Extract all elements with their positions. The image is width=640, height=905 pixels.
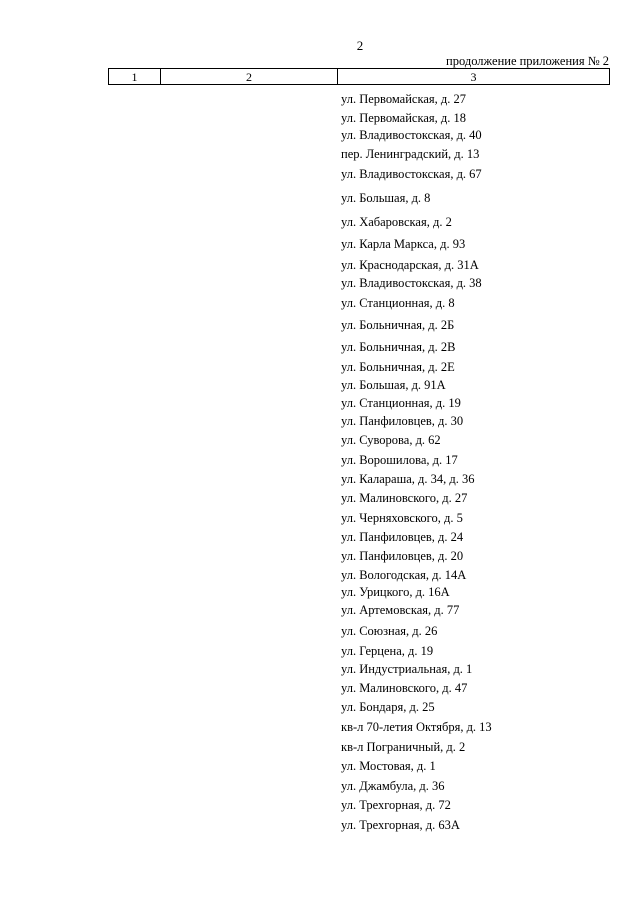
address-item: ул. Карла Маркса, д. 93 [341,237,466,251]
address-item: ул. Черняховского, д. 5 [341,511,463,525]
address-item: ул. Трехгорная, д. 63А [341,818,460,832]
address-item: ул. Владивостокская, д. 38 [341,276,482,290]
column-header-table [108,68,610,85]
column-header-row [109,69,610,85]
address-item: ул. Вологодская, д. 14А [341,568,467,582]
address-item: ул. Владивостокская, д. 40 [341,128,482,142]
address-item: ул. Урицкого, д. 16А [341,585,450,599]
address-item: ул. Артемовская, д. 77 [341,603,460,617]
address-item: ул. Владивостокская, д. 67 [341,167,482,181]
address-item: ул. Ворошилова, д. 17 [341,453,458,467]
address-item: ул. Бондаря, д. 25 [341,700,435,714]
continuation-note: продолжение приложения № 2 [446,54,609,68]
address-item: ул. Первомайская, д. 18 [341,111,466,125]
address-item: ул. Панфиловцев, д. 24 [341,530,464,544]
column-header-3: 3 [338,69,610,85]
address-item: ул. Большая, д. 91А [341,378,446,392]
address-item: пер. Ленинградский, д. 13 [341,147,480,161]
address-item: ул. Панфиловцев, д. 30 [341,414,464,428]
address-item: ул. Станционная, д. 8 [341,296,455,310]
address-item: ул. Калараша, д. 34, д. 36 [341,472,475,486]
address-item: ул. Больничная, д. 2Е [341,360,455,374]
address-item: ул. Станционная, д. 19 [341,396,461,410]
address-item: ул. Малиновского, д. 47 [341,681,468,695]
column-header-2: 2 [161,69,338,85]
address-item: ул. Хабаровская, д. 2 [341,215,452,229]
address-item: ул. Союзная, д. 26 [341,624,438,638]
address-item: ул. Мостовая, д. 1 [341,759,436,773]
address-item: ул. Больничная, д. 2В [341,340,456,354]
address-item: ул. Малиновского, д. 27 [341,491,468,505]
address-item: ул. Герцена, д. 19 [341,644,434,658]
address-item: ул. Большая, д. 8 [341,191,431,205]
address-item: ул. Трехгорная, д. 72 [341,798,451,812]
page-number: 2 [356,38,364,53]
address-item: ул. Джамбула, д. 36 [341,779,445,793]
address-item: кв-л Пограничный, д. 2 [341,740,466,754]
address-item: ул. Первомайская, д. 27 [341,92,466,106]
address-item: ул. Больничная, д. 2Б [341,318,455,332]
column-header-1: 1 [109,69,161,85]
address-item: ул. Краснодарская, д. 31А [341,258,479,272]
address-item: ул. Панфиловцев, д. 20 [341,549,464,563]
address-item: ул. Суворова, д. 62 [341,433,441,447]
address-item: ул. Индустриальная, д. 1 [341,662,473,676]
address-item: кв-л 70-летия Октября, д. 13 [341,720,492,734]
